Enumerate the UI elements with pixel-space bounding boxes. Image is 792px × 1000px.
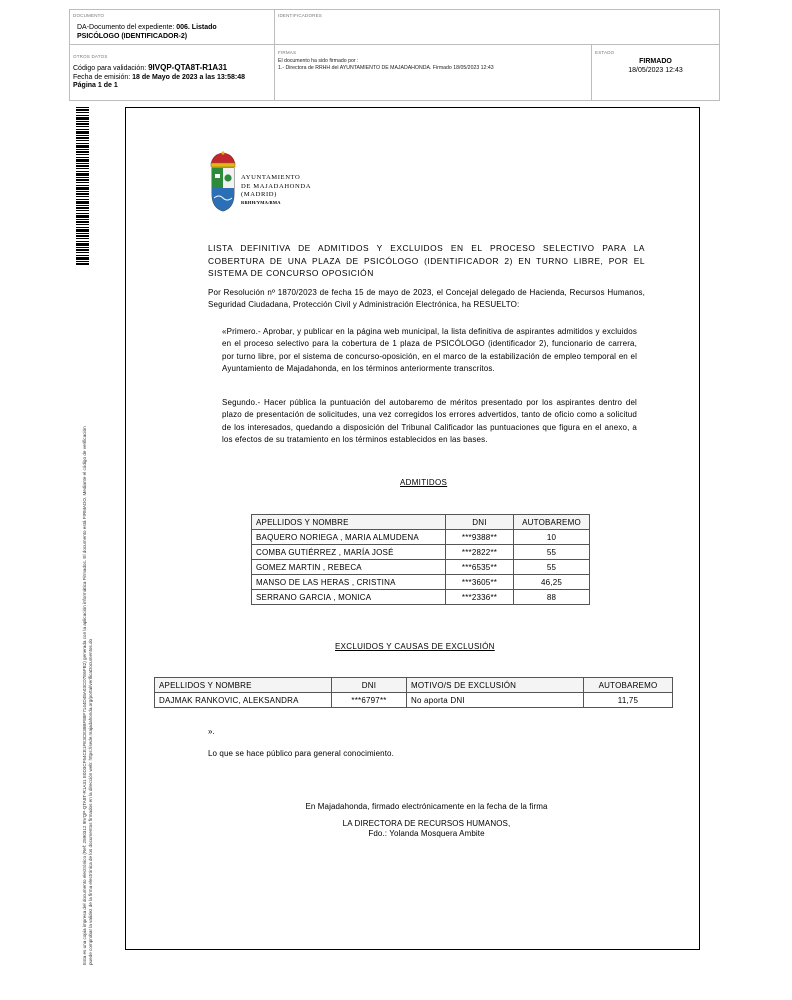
cell-dni: ***6535**	[446, 560, 514, 575]
header-estado-box	[591, 44, 720, 101]
header-firmas-box	[274, 44, 592, 101]
estado-label: ESTADO	[595, 50, 615, 55]
logo-ref: RRHH/YMA/BMA	[241, 199, 281, 205]
sidebar-line-2: puede comprobar la validez de la firma electrónica de los documentos firmados en la dirección web: https://sede.majadahonda.org/portal/verificaDocumentos.do	[88, 638, 93, 965]
documento-prefix: DA-Documento del expediente:	[77, 24, 177, 31]
sidebar-legal-text	[82, 426, 94, 965]
sidebar-line-1: Esta es una copia impresa del documento electrónico (Ref: 2590312 9IVQP-QTA8T-R1A31 E0D3CF54CE1FE3CE38BF88F7144D48A03CD7E6FB2) generada con la aplicación informática Firmadoc. El documento está FIRMADO. Mediante el código de verificación	[82, 426, 87, 965]
firmas-label: FIRMAS	[278, 50, 297, 55]
cell-score: 55	[514, 560, 590, 575]
primero-paragraph: «Primero.- Aprobar, y publicar en la página web municipal, la lista definitiva de aspirantes admitidos y excluidos en el proceso selectivo para la cobertura de 1 plaza de PSICÓLOGO (identificador 2), funcionario de carrera, por turno libre, por el sistema de concurso-oposición, en el marco de la estabilización de empleo temporal en el Ayuntamiento de Majadahonda, en los términos anteriormente transcritos.	[222, 327, 637, 373]
codigo-validacion[interactable]: 9IVQP-QTA8T-R1A31	[148, 63, 228, 72]
pagina: Página 1 de 1	[73, 82, 118, 89]
fecha-emision: 18 de Mayo de 2023 a las 13:58:48	[132, 73, 246, 81]
coat-of-arms-icon	[207, 150, 239, 214]
col-motivo: MOTIVO/S DE EXCLUSIÓN	[407, 678, 584, 693]
signature-line-1: En Majadahonda, firmado electrónicamente en la fecha de la firma	[305, 802, 548, 811]
excluidos-heading: EXCLUIDOS Y CAUSAS DE EXCLUSIÓN	[335, 642, 495, 651]
cell-name: COMBA GUTIÉRREZ , MARÍA JOSÉ	[252, 545, 446, 560]
excluidos-table	[154, 677, 673, 708]
cell-name: BAQUERO NORIEGA , MARIA ALMUDENA	[252, 530, 446, 545]
cell-dni: ***2336**	[446, 590, 514, 605]
logo-line-3: (MADRID)	[241, 191, 277, 198]
cell-dni: ***6797**	[332, 693, 407, 708]
cell-dni: ***2822**	[446, 545, 514, 560]
table-row	[252, 575, 590, 590]
table-row	[252, 530, 590, 545]
header-otros-box	[69, 44, 275, 101]
cell-name: DAJMAK RANKOVIC, ALEKSANDRA	[155, 693, 332, 708]
cell-score: 88	[514, 590, 590, 605]
codigo-prefix: Código para validación:	[73, 65, 149, 72]
excluidos-header-row	[155, 678, 673, 693]
cell-score: 10	[514, 530, 590, 545]
table-row	[155, 693, 673, 708]
intro-paragraph: Por Resolución nº 1870/2023 de fecha 15 de mayo de 2023, el Concejal delegado de Hacienda, Recursos Humanos, Seguridad Ciudadana, Protección Civil y Administración Electrónica, ha RESUELTO:	[208, 288, 645, 310]
logo-line-2: DE MAJADAHONDA	[241, 182, 312, 190]
identificadores-label: IDENTIFICADORES	[278, 13, 323, 18]
publico-text: Lo que se hace público para general conocimiento.	[208, 749, 394, 758]
barcode	[76, 107, 89, 265]
signature-line-3: Fdo.: Yolanda Mosquera Ambite	[368, 829, 485, 838]
cell-dni: ***9388**	[446, 530, 514, 545]
signature-line-2: LA DIRECTORA DE RECURSOS HUMANOS,	[342, 818, 511, 828]
firmas-line-1: El documento ha sido firmado por :	[278, 58, 359, 64]
cell-motivo: No aporta DNI	[407, 693, 584, 708]
header-documento-box	[69, 9, 275, 45]
table-row	[252, 560, 590, 575]
cell-score: 11,75	[584, 693, 673, 708]
admitidos-table	[251, 514, 590, 605]
cell-name: GOMEZ MARTIN , REBECA	[252, 560, 446, 575]
documento-bold-1: 006. Listado	[176, 24, 217, 31]
col-apellidos: APELLIDOS Y NOMBRE	[252, 515, 446, 530]
cell-score: 46,25	[514, 575, 590, 590]
header-identificadores-box	[274, 9, 720, 45]
col-autobaremo: AUTOBAREMO	[514, 515, 590, 530]
cell-score: 55	[514, 545, 590, 560]
logo-line-1: AYUNTAMIENTO	[241, 174, 301, 181]
cell-name: SERRANO GARCIA , MONICA	[252, 590, 446, 605]
table-row	[252, 545, 590, 560]
cell-name: MANSO DE LAS HERAS , CRISTINA	[252, 575, 446, 590]
col-autobaremo: AUTOBAREMO	[584, 678, 673, 693]
col-apellidos: APELLIDOS Y NOMBRE	[155, 678, 332, 693]
otros-label: OTROS DATOS	[73, 54, 108, 59]
documento-bold-2: PSICÓLOGO (IDENTIFICADOR-2)	[77, 33, 188, 40]
col-dni: DNI	[446, 515, 514, 530]
closing-quote: ».	[208, 727, 215, 736]
segundo-paragraph: Segundo.- Hacer pública la puntuación del autobaremo de méritos presentado por los aspirantes dentro del plazo de presentación de solicitudes, una vez corregidos los errores advertidos, tanto de oficio como a solicitud de los interesados, quedando a disposición del Tribunal Calificador las puntuaciones que figura en el anexo, a los efectos de su tratamiento en los términos establecidos en las bases.	[222, 398, 637, 444]
estado-date: 18/05/2023 12:43	[628, 67, 683, 74]
fecha-prefix: Fecha de emisión:	[73, 73, 133, 81]
cell-dni: ***3605**	[446, 575, 514, 590]
col-dni: DNI	[332, 678, 407, 693]
documento-label: DOCUMENTO	[73, 13, 105, 18]
document-title: LISTA DEFINITIVA DE ADMITIDOS Y EXCLUIDOS EN EL PROCESO SELECTIVO PARA LA COBERTURA DE UNA PLAZA DE PSICÓLOGO (IDENTIFICADOR 2) EN TURNO LIBRE, POR EL SISTEMA DE CONCURSO OPOSICIÓN	[208, 243, 645, 278]
firmas-line-2: 1.- Directora de RRHH del AYUNTAMIENTO DE MAJADAHONDA. Firmado 18/05/2023 12:43	[278, 65, 494, 71]
estado-value: FIRMADO	[639, 58, 672, 65]
admitidos-heading: ADMITIDOS	[400, 478, 448, 487]
admitidos-header-row	[252, 515, 590, 530]
table-row	[252, 590, 590, 605]
